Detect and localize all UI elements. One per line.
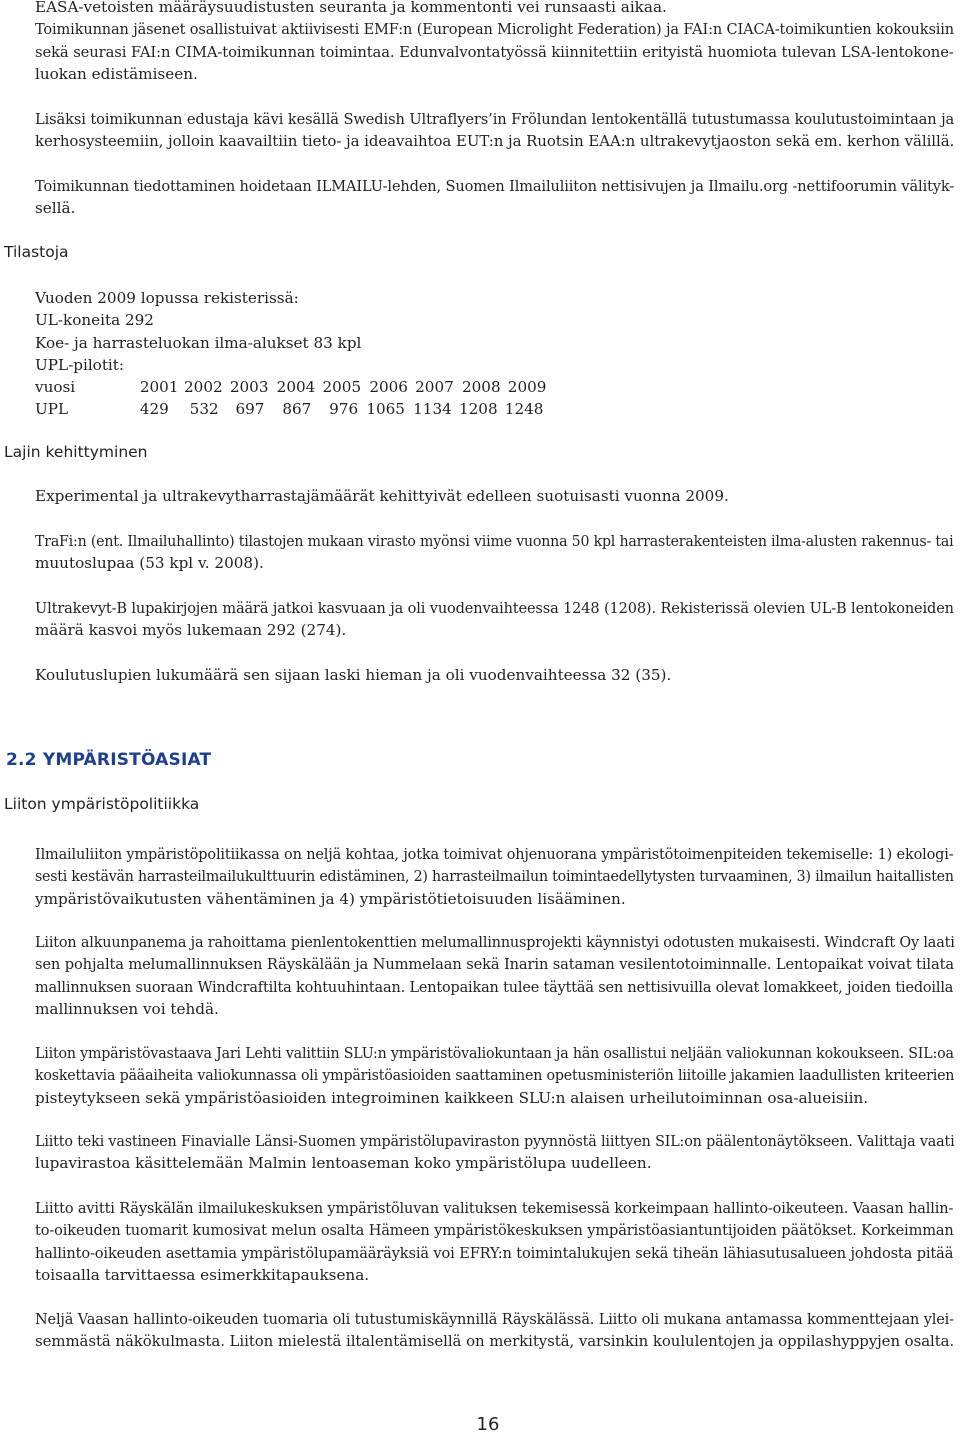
text-line: Neljä Vaasan hallinto-oikeuden tuomaria oli tutustumiskäynnillä Räyskälässä. Liitto oli mukana antamassa kommenttejaan ylei- — [35, 1310, 954, 1328]
upl-label: UPL — [35, 400, 69, 418]
text-line: Ultrakevyt-B lupakirjojen määrä jatkoi kasvuaan ja oli vuodenvaihteessa 1248 (1208). Rekisterissä olevien UL-B lentokoneiden — [35, 599, 954, 617]
stats-upl-row — [35, 398, 543, 420]
year-cell: 2004 — [276, 378, 316, 396]
year-cell: 2008 — [461, 378, 501, 396]
upl-cell: 867 — [282, 400, 312, 418]
stats-line: Vuoden 2009 lopussa rekisterissä: — [35, 289, 299, 307]
stats-block — [35, 287, 925, 376]
text-line: sellä. — [35, 199, 76, 218]
text-line: koskettavia pääaiheita valiokunnassa oli ympäristöasioiden saattaminen opetusministeriön liitoille jakamien laadullisten kriteerien — [35, 1066, 955, 1085]
year-cell: 2003 — [229, 378, 269, 396]
text-line: hallinto-oikeuden asettamia ympäristölupamääräyksiä voi EFRY:n toimintalukujen sekä tiheän lähiasutusalueen johdosta pitää — [35, 1243, 954, 1262]
text-line: ympäristövaikutusten vähentäminen ja 4) ympäristötietoisuuden lisääminen. — [35, 889, 626, 908]
upl-cell: 1065 — [366, 400, 405, 418]
paragraph-env-2 — [35, 931, 955, 1020]
text-line: EASA-vetoisten määräysuudistusten seuranta ja kommentonti vei runsaasti aikaa. — [35, 0, 667, 16]
heading-tilastoja: Tilastoja — [4, 243, 69, 261]
text-line: Ilmailuliiton ympäristöpolitiikassa on neljä kohtaa, jotka toimivat ohjenuorana ympäristötoimenpiteiden tekemiselle: 1) ekologi- — [35, 845, 954, 863]
paragraph-lajin-4 — [35, 664, 940, 686]
year-cell: 2001 — [139, 378, 179, 396]
heading-liiton-ymparistopolitiikka: Liiton ympäristöpolitiikka — [4, 795, 200, 813]
paragraph-top — [35, 0, 955, 85]
year-cell: 2009 — [507, 378, 547, 396]
text-line: Liiton ympäristövastaava Jari Lehti valittiin SLU:n ympäristövaliokuntaan ja hän osallistui neljään valiokunnan kokoukseen. SIL:oa — [35, 1044, 954, 1062]
paragraph-env-3 — [35, 1042, 955, 1109]
text-line: toisaalla tarvittaessa esimerkkitapauksena. — [35, 1265, 370, 1284]
text-line: Experimental ja ultrakevytharrastajämäärät kehittyivät edelleen suotuisasti vuonna 2009. — [35, 487, 729, 505]
text-line: Koulutuslupien lukumäärä sen sijaan laski hieman ja oli vuodenvaihteessa 32 (35). — [35, 666, 672, 684]
year-cell: 2006 — [369, 378, 408, 396]
stats-line: UL-koneita 292 — [35, 311, 154, 330]
paragraph-env-5 — [35, 1197, 954, 1286]
heading-lajin-kehittyminen: Lajin kehittyminen — [4, 443, 148, 461]
text-line: TraFi:n (ent. Ilmailuhallinto) tilastojen mukaan virasto myönsi viime vuonna 50 kpl harrasterakenteisten ilma-alusten rakennus- tai — [35, 532, 954, 550]
text-line: Lisäksi toimikunnan edustaja kävi kesällä Swedish Ultraflyers’in Frölundan lentokentällä tutustumassa koulutustoimintaan ja — [35, 110, 955, 128]
year-cell: 2007 — [415, 378, 454, 396]
paragraph-env-1 — [35, 843, 954, 910]
year-label: vuosi — [35, 378, 76, 396]
text-line: sekä seurasi FAI:n CIMA-toimikunnan toimintaa. Edunvalvontatyössä kiinnitettiin erityistä huomiota tulevan LSA-lentokone- — [35, 42, 954, 61]
text-line: Liitto avitti Räyskälän ilmailukeskuksen ympäristöluvan valituksen tekemisessä korkeimpaan hallinto-oikeuteen. Vaasan hallin- — [35, 1199, 954, 1217]
upl-cell: 532 — [189, 400, 219, 418]
stats-line: UPL-pilotit: — [35, 355, 124, 374]
upl-cell: 1248 — [504, 400, 544, 418]
upl-cell: 697 — [235, 400, 265, 418]
text-line: sen pohjalta melumallinnuksen Räyskälään ja Nummelaan sekä Inarin sataman vesilentotoiminnalle. Lentopaikat voivat tilata — [35, 955, 954, 974]
upl-cell: 1134 — [413, 400, 452, 418]
text-line: sesti kestävän harrasteilmailukulttuurin edistäminen, 2) harrasteilmailun toimintaedellytysten turvaaminen, 3) ilmailun haitallisten — [35, 867, 954, 886]
section-title: 2.2 YMPÄRISTÖASIAT — [6, 750, 212, 770]
text-line: mallinnuksen voi tehdä. — [35, 999, 219, 1018]
year-cell: 2005 — [322, 378, 362, 396]
text-line: mallinnuksen suoraan Windcraftilta kohtuuhintaan. Lentopaikan tulee täyttää sen nettisivuilla olevat lomakkeet, joiden tiedoilla — [35, 977, 954, 996]
paragraph-lajin-2 — [35, 530, 954, 575]
stats-line: Koe- ja harrasteluokan ilma-alukset 83 kpl — [35, 333, 362, 352]
text-line: Toimikunnan tiedottaminen hoidetaan ILMAILU-lehden, Suomen Ilmailuliiton nettisivujen ja Ilmailu.org -nettifoorumin välityk- — [35, 177, 955, 195]
upl-cell: 976 — [329, 400, 359, 418]
year-cell: 2002 — [184, 378, 223, 396]
paragraph-lisaksi — [35, 108, 955, 153]
text-line: lupavirastoa käsittelemään Malmin lentoaseman koko ympäristölupa uudelleen. — [35, 1154, 652, 1173]
text-line: semmästä näkökulmasta. Liiton mielestä iltalentämisellä on merkitystä, varsinkin koululentojen ja oppilashyppyjen osalta. — [35, 1332, 955, 1351]
paragraph-env-6 — [35, 1308, 955, 1353]
page-number: 16 — [476, 1414, 500, 1435]
text-line: Toimikunnan jäsenet osallistuivat aktiivisesti EMF:n (European Microlight Federation) ja FAI:n CIACA-toimikuntien kokouksiin — [35, 20, 955, 39]
paragraph-tiedottaminen — [35, 175, 955, 220]
paragraph-lajin-1 — [35, 485, 940, 507]
paragraph-lajin-3 — [35, 597, 954, 642]
upl-cell: 429 — [139, 400, 169, 418]
paragraph-env-4 — [35, 1130, 955, 1175]
upl-cell: 1208 — [458, 400, 498, 418]
text-line: määrä kasvoi myös lukemaan 292 (274). — [35, 621, 347, 640]
stats-years-row — [35, 376, 546, 398]
text-line: luokan edistämiseen. — [35, 64, 198, 83]
text-line: Liiton alkuunpanema ja rahoittama pienlentokenttien melumallinnusprojekti käynnistyi odotusten mukaisesti. Windcraft Oy laati — [35, 933, 955, 951]
text-line: pisteytykseen sekä ympäristöasioiden integroiminen kaikkeen SLU:n alaisen urheilutoiminnan osa-alueisiin. — [35, 1088, 869, 1107]
text-line: muutoslupaa (53 kpl v. 2008). — [35, 554, 264, 573]
text-line: Liitto teki vastineen Finavialle Länsi-Suomen ympäristölupaviraston pyynnöstä liittyen SIL:on päälentonäytökseen. Valittaja vaati — [35, 1132, 955, 1150]
text-line: to-oikeuden tuomarit kumosivat melun osalta Hämeen ympäristökeskuksen ympäristöasiantuntijoiden päätökset. Korkeimman — [35, 1221, 954, 1240]
text-line: kerhosysteemiin, jolloin kaavailtiin tieto- ja ideavaihtoa EUT:n ja Ruotsin EAA:n ultrakevytjaoston sekä em. kerhon välillä. — [35, 132, 955, 151]
